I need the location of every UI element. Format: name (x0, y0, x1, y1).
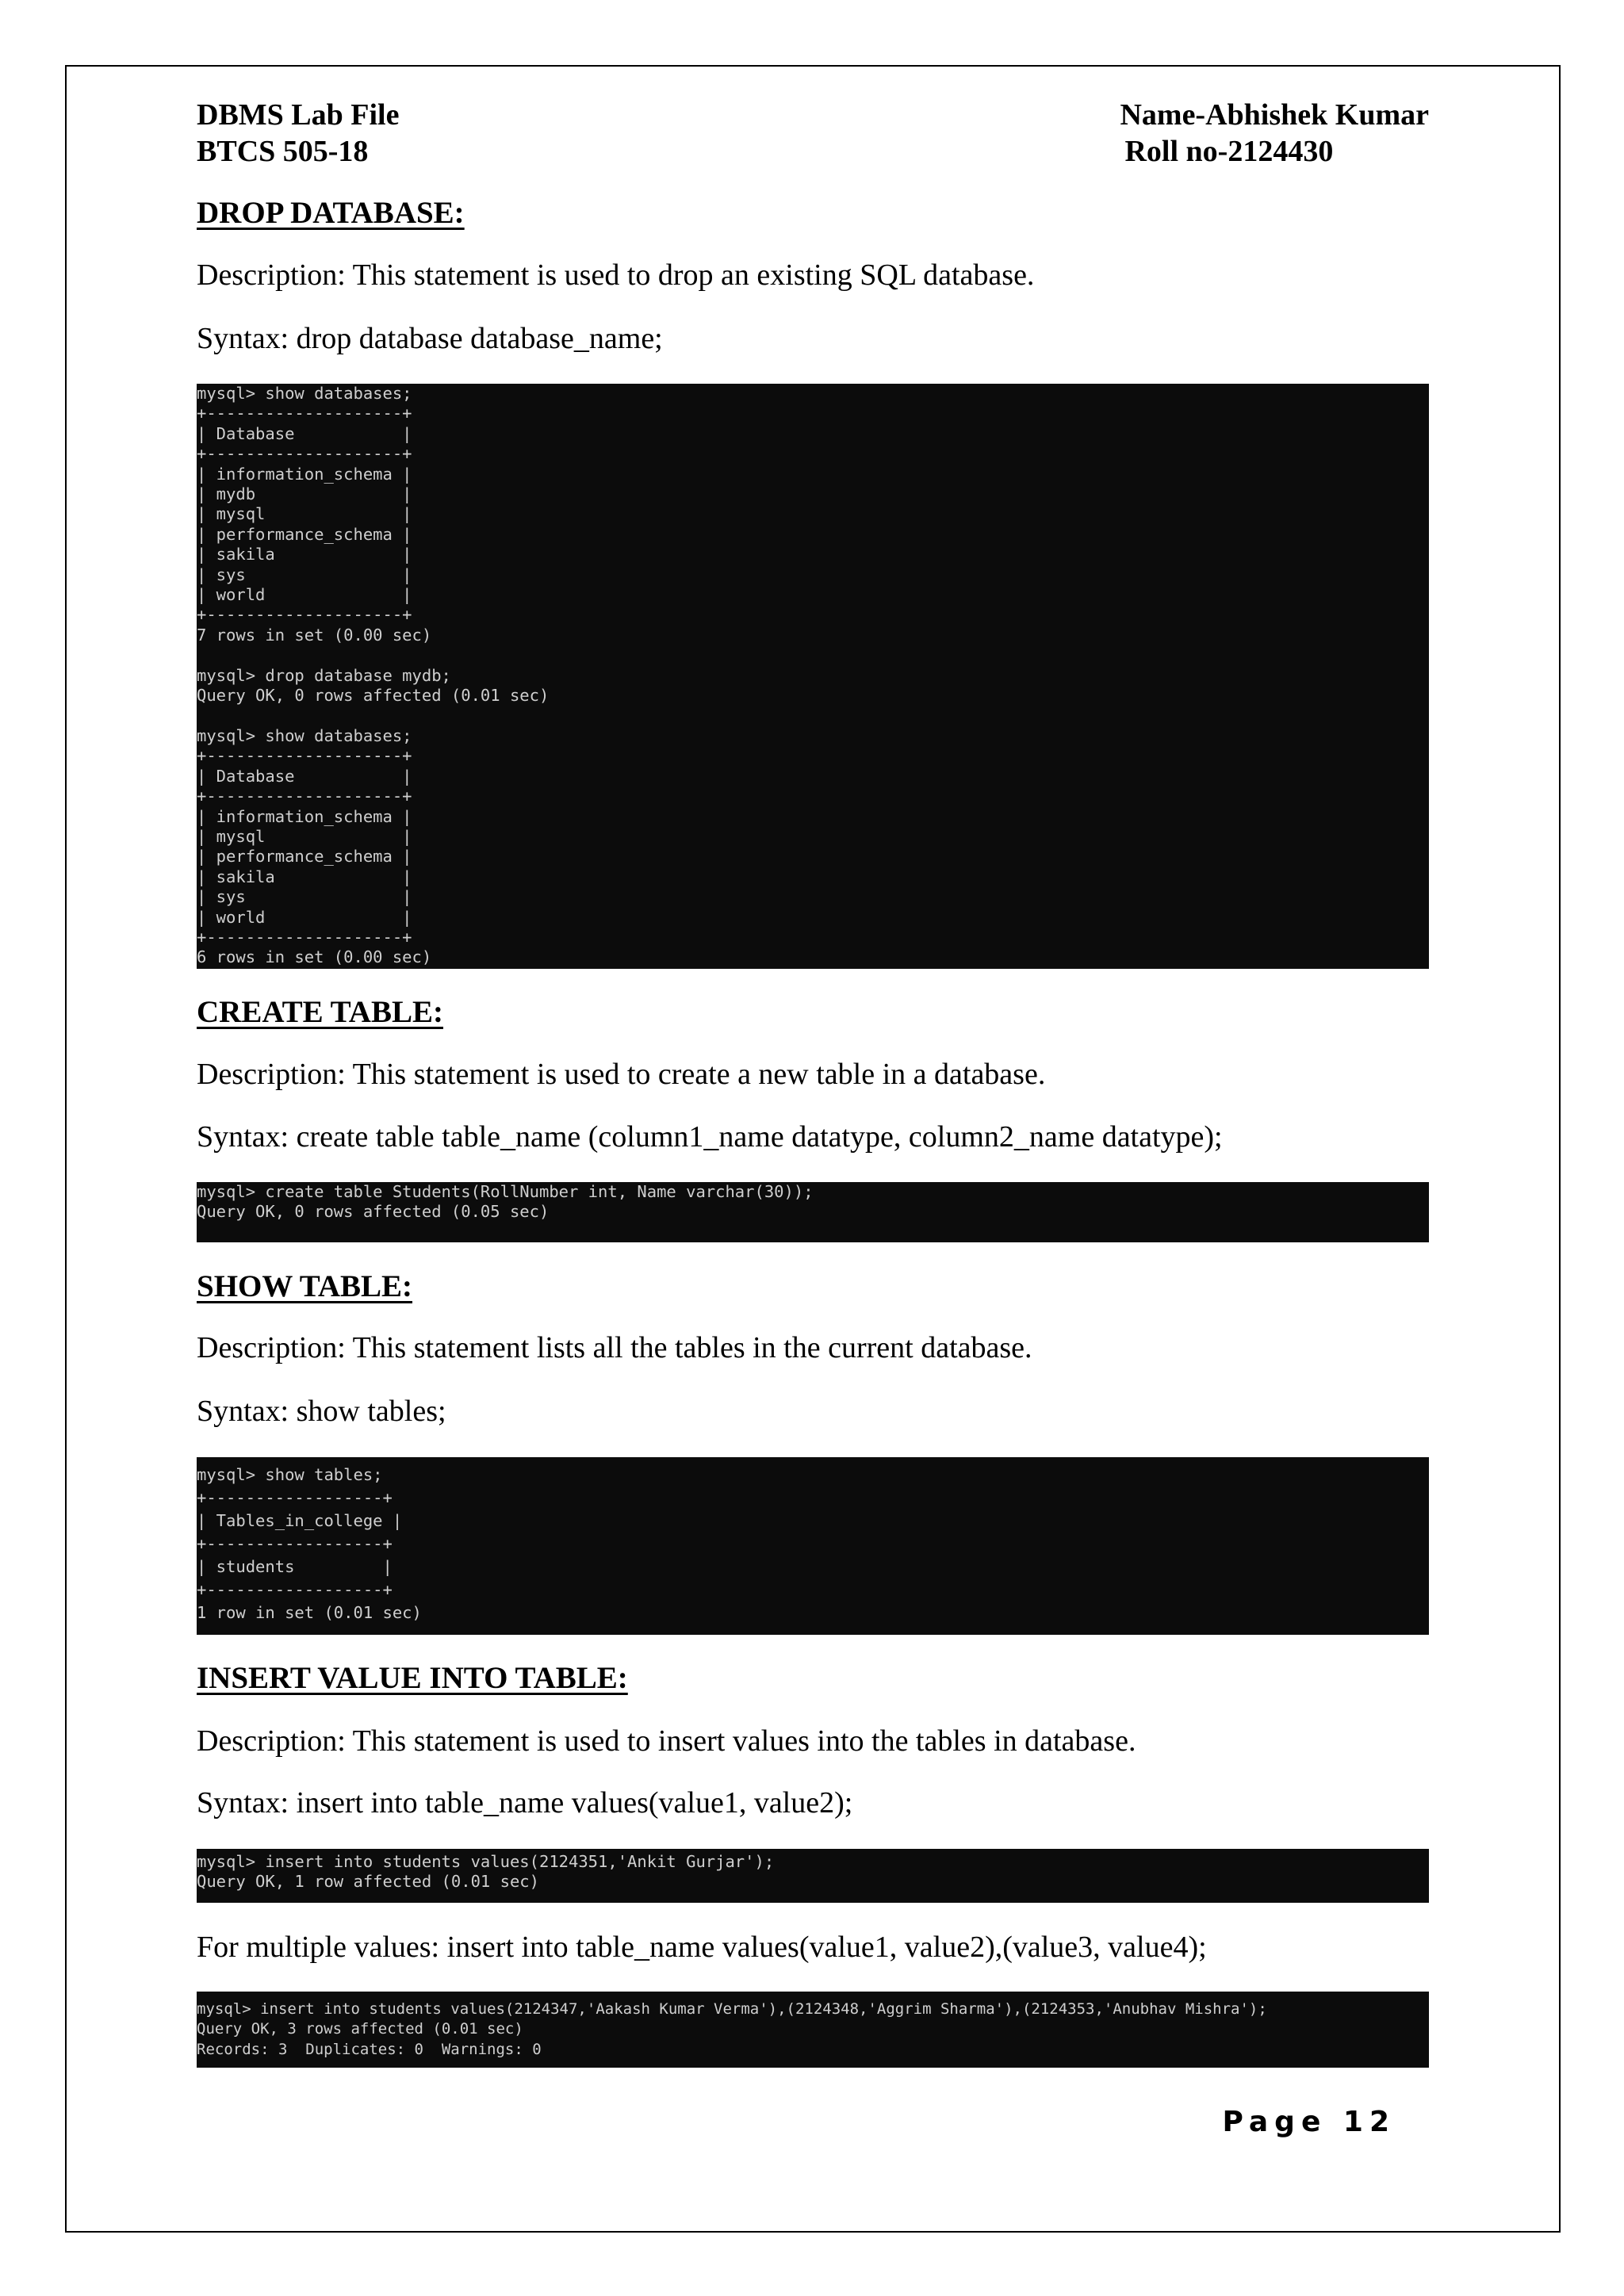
terminal-line: mysql> drop database mydb; (197, 665, 451, 685)
terminal-line: 1 row in set (0.01 sec) (197, 1603, 422, 1622)
terminal-line: | sakila | (197, 545, 412, 564)
heading-drop-database: DROP DATABASE: (197, 196, 465, 230)
drop-database-description: Description: This statement is used to drop an existing SQL database. (197, 258, 1035, 292)
create-table-syntax: Syntax: create table table_name (column1_name datatype, column2_name datatype); (197, 1120, 1223, 1154)
insert-value-syntax: Syntax: insert into table_name values(value1, value2); (197, 1786, 853, 1820)
terminal-line: +--------------------+ (197, 786, 412, 806)
terminal-line: +--------------------+ (197, 404, 412, 423)
terminal-line: +------------------+ (197, 1488, 393, 1507)
course-title: DBMS Lab File (197, 98, 400, 132)
show-table-syntax: Syntax: show tables; (197, 1395, 446, 1428)
terminal-line: | information_schema | (197, 464, 412, 484)
header-right (1120, 97, 1429, 170)
page-number: Page 12 (1222, 2106, 1396, 2138)
terminal-line: Query OK, 3 rows affected (0.01 sec) (197, 2020, 523, 2038)
terminal-line: +------------------+ (197, 1534, 393, 1553)
terminal-show-table (197, 1457, 1429, 1635)
course-code: BTCS 505-18 (197, 135, 369, 168)
terminal-line: | Database | (197, 423, 412, 443)
terminal-line (197, 645, 1429, 665)
terminal-create-table (197, 1182, 1429, 1242)
terminal-line: | mysql | (197, 826, 412, 846)
header-left (197, 97, 399, 170)
terminal-line: | mydb | (197, 484, 412, 504)
terminal-line: +--------------------+ (197, 927, 412, 947)
terminal-line: Query OK, 0 rows affected (0.01 sec) (197, 686, 550, 706)
terminal-line: | performance_schema | (197, 524, 412, 544)
terminal-line: Query OK, 0 rows affected (0.05 sec) (197, 1202, 550, 1222)
terminal-line: | sys | (197, 564, 412, 584)
terminal-line: | sakila | (197, 867, 412, 886)
heading-show-table: SHOW TABLE: (197, 1269, 413, 1303)
student-name: Name-Abhishek Kumar (1120, 98, 1429, 132)
terminal-drop-database (197, 384, 1429, 969)
terminal-line: 6 rows in set (0.00 sec) (197, 947, 432, 967)
terminal-line: mysql> insert into students values(2124347,'Aakash Kumar Verma'),(2124348,'Aggrim Sharma'),(2124353,'Anubhav Mishra'); (197, 2000, 1267, 2018)
heading-create-table: CREATE TABLE: (197, 995, 443, 1029)
terminal-insert-value (197, 1849, 1429, 1903)
terminal-line: mysql> show databases; (197, 384, 412, 403)
terminal-line: | world | (197, 585, 412, 605)
terminal-line: | students | (197, 1557, 393, 1576)
terminal-line: Query OK, 1 row affected (0.01 sec) (197, 1872, 539, 1892)
terminal-line: | Database | (197, 766, 412, 786)
roll-number: Roll no-2124430 (1124, 135, 1334, 168)
terminal-line (197, 706, 1429, 726)
insert-multiple-text: For multiple values: insert into table_name values(value1, value2),(value3, value4); (197, 1931, 1207, 1964)
terminal-line: 7 rows in set (0.00 sec) (197, 625, 432, 645)
terminal-line: +--------------------+ (197, 444, 412, 464)
terminal-line: Records: 3 Duplicates: 0 Warnings: 0 (197, 2040, 542, 2058)
terminal-line: | mysql | (197, 504, 412, 524)
create-table-description: Description: This statement is used to create a new table in a database. (197, 1058, 1046, 1091)
terminal-line: +------------------+ (197, 1580, 393, 1599)
insert-value-description: Description: This statement is used to insert values into the tables in database. (197, 1724, 1136, 1758)
terminal-line: mysql> insert into students values(2124351,'Ankit Gurjar'); (197, 1852, 775, 1871)
heading-insert-value: INSERT VALUE INTO TABLE: (197, 1661, 628, 1695)
terminal-line: | sys | (197, 887, 412, 907)
terminal-line: mysql> create table Students(RollNumber int, Name varchar(30)); (197, 1182, 814, 1201)
terminal-line: | information_schema | (197, 806, 412, 826)
terminal-line: | world | (197, 907, 412, 927)
terminal-line: +--------------------+ (197, 605, 412, 625)
terminal-line: | performance_schema | (197, 847, 412, 867)
show-table-description: Description: This statement lists all the tables in the current database. (197, 1331, 1032, 1364)
terminal-line: mysql> show tables; (197, 1465, 383, 1484)
drop-database-syntax: Syntax: drop database database_name; (197, 322, 663, 355)
terminal-line: | Tables_in_college | (197, 1511, 403, 1530)
terminal-line: mysql> show databases; (197, 725, 412, 745)
terminal-line: +--------------------+ (197, 746, 412, 766)
terminal-insert-multiple (197, 1992, 1429, 2068)
